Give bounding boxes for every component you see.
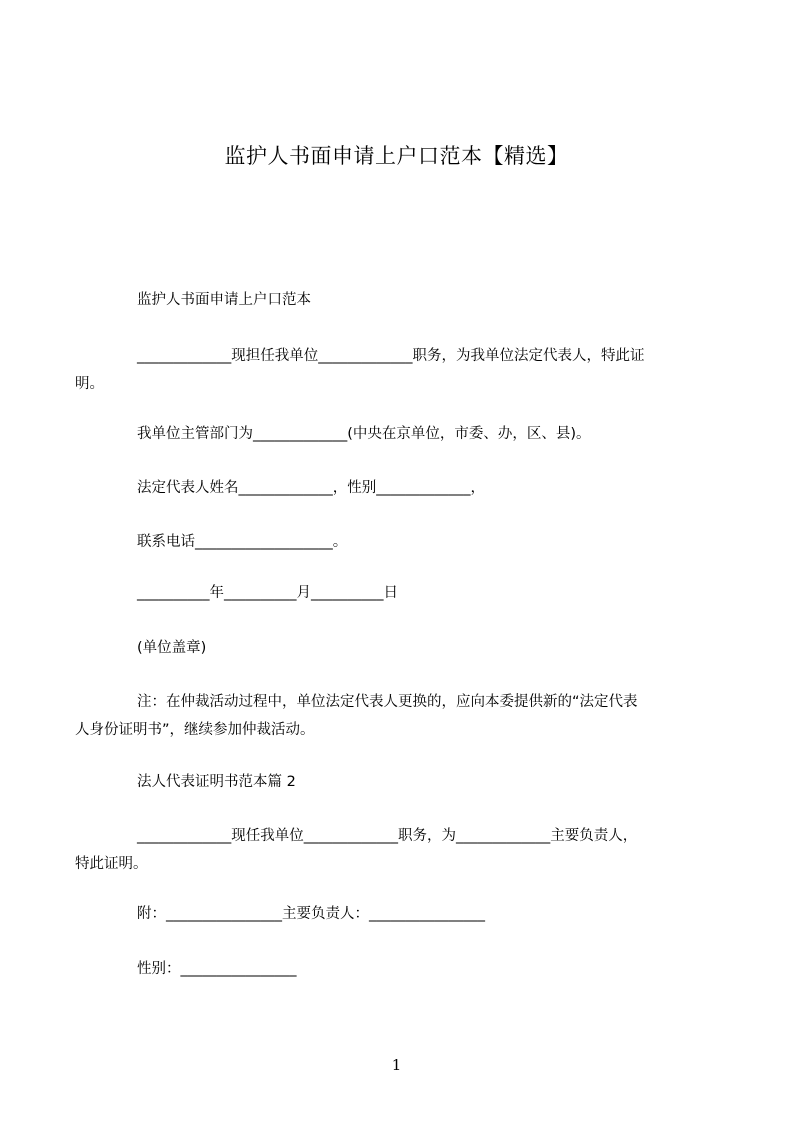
paragraph-note-line2: 人身份证明书”，继续参加仲裁活动。 [75,722,315,738]
paragraph-responsible-person-line1: _____________现任我单位_____________职务，为_____________主要负责人， [137,828,638,844]
paragraph-seal: (单位盖章) [137,640,207,656]
paragraph-phone: 联系电话___________________。 [137,534,348,550]
paragraph-appointment-line1: _____________现担任我单位_____________职务，为我单位法定代表人，特此证 [137,348,645,364]
paragraph-appointment-line2: 明。 [75,376,104,392]
section2-heading: 法人代表证明书范本篇 2 [137,774,296,790]
paragraph-appointment [75,342,696,398]
paragraph-representative-name: 法定代表人姓名_____________，性别_____________， [137,480,485,496]
paragraph-attachment: 附：________________主要负责人：________________ [137,906,485,922]
section1-heading: 监护人书面申请上户口范本 [137,292,311,308]
paragraph-note-line1: 注：在仲裁活动过程中，单位法定代表人更换的，应向本委提供新的“法定代表 [137,694,638,710]
paragraph-responsible-person [75,822,696,878]
paragraph-note [75,688,696,744]
paragraph-responsible-person-line2: 特此证明。 [75,856,148,872]
paragraph-gender: 性别：________________ [137,961,297,977]
document-title: 监护人书面申请上户口范本【精选】 [224,144,569,168]
paragraph-date: __________年__________月__________日 [137,585,398,601]
paragraph-department: 我单位主管部门为_____________(中央在京单位，市委、办，区、县)。 [137,426,591,442]
page-number: 1 [391,1056,402,1074]
